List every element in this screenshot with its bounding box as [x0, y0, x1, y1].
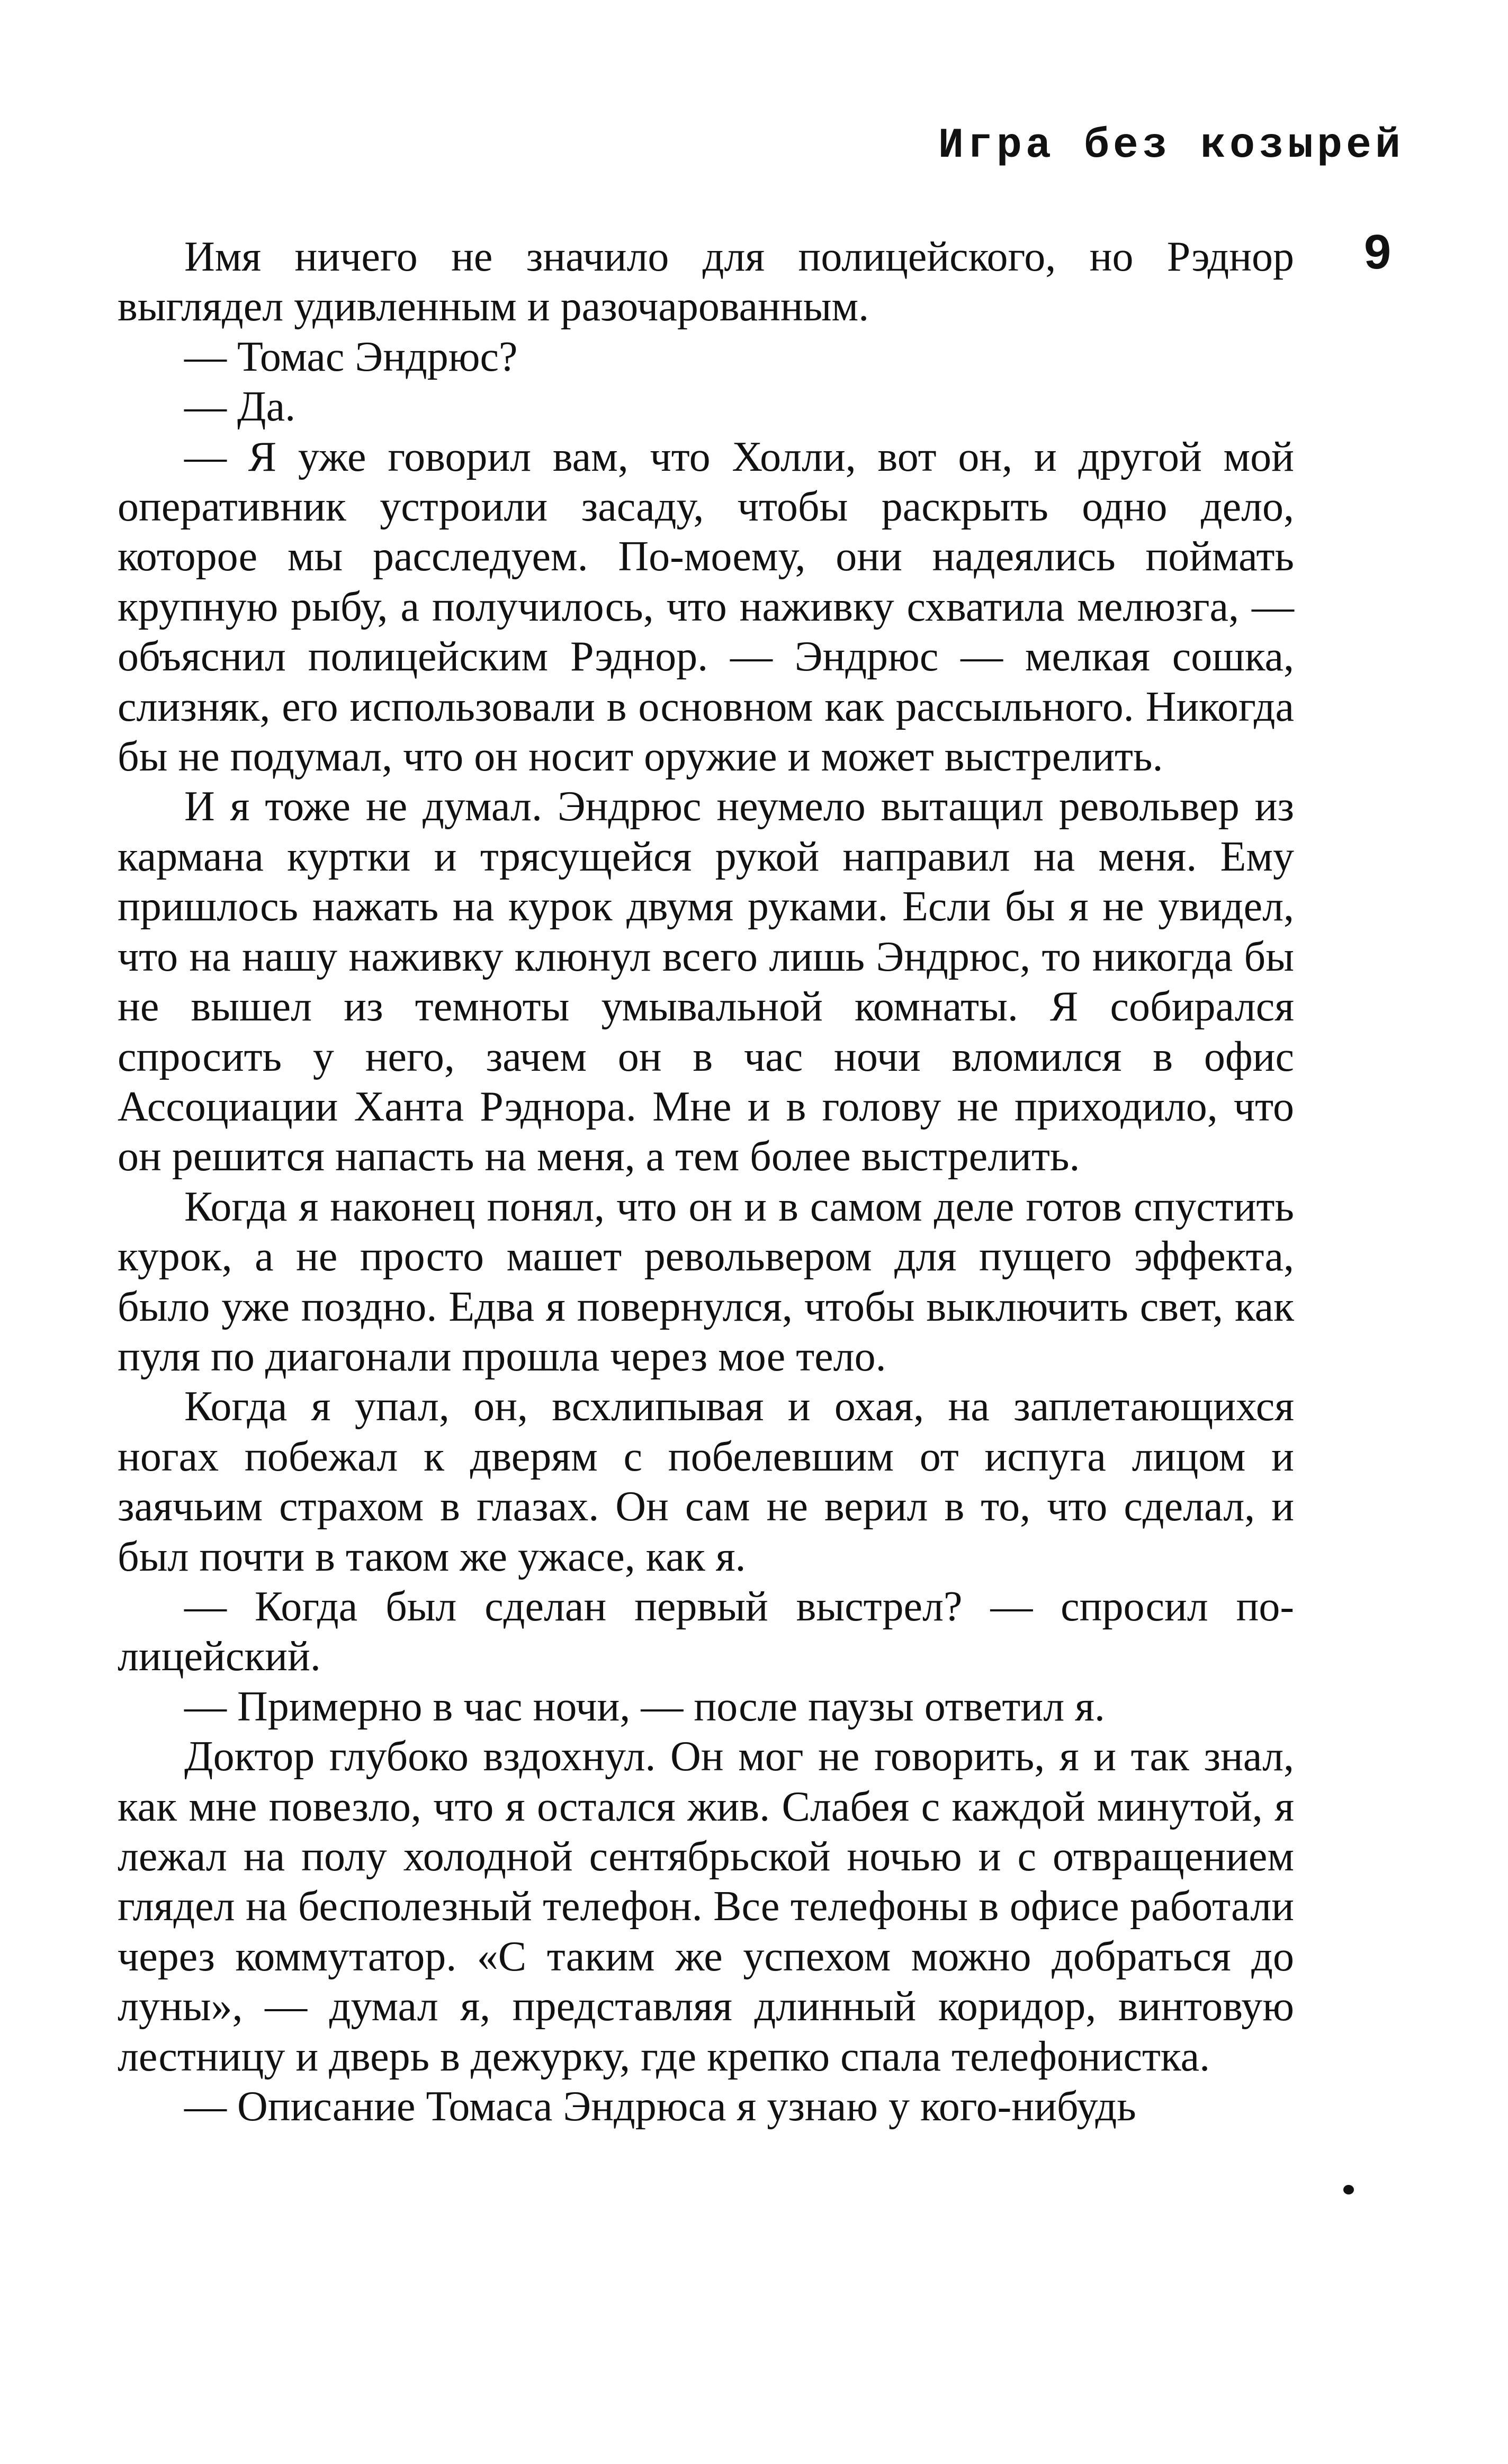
- body-text: [118, 232, 1294, 2131]
- running-head-title: Игра без козырей: [938, 122, 1404, 170]
- paragraph: — Когда был сделан первый выстрел? — спросил полицейский.: [118, 1583, 1294, 1680]
- paragraph: Доктор глубоко вздохнул. Он мог не говорить, я и так знал, как мне повезло, что я остался жив. Слабея с каждой минутой, я лежал на полу холодной сентябрьской ночью и с отвращением глядел на бесполезный телефон. Все телефоны в офисе работали через коммутатор. «С таким же успехом можно добраться до луны», — думал я, представляя длинный коридор, винтовую лестницу и дверь в дежурку, где крепко спала телефонистка.: [118, 1733, 1294, 2080]
- paragraph: — Томас Эндрюс?: [184, 333, 518, 380]
- paragraph: Когда я наконец понял, что он и в самом деле готов спустить курок, а не просто машет револьвером для пущего эффекта, было уже поздно. Едва я повернулся, чтобы выключить свет, как пуля по диагонали прошла через мое тело.: [118, 1183, 1294, 1380]
- paragraph: — Да.: [184, 383, 296, 431]
- paragraph: — Описание Томаса Эндрюса я узнаю у кого-нибудь: [184, 2083, 1136, 2130]
- page-number: 9: [1364, 225, 1392, 279]
- paragraph: — Я уже говорил вам, что Холли, вот он, и другой мой оперативник устроили засаду, чтобы раскрыть одно дело, которое мы расследуем. По-моему, они надеялись поймать крупную рыбу, а получилось, что наживку схватила мелюзга, — объяснил полицейским Рэднор. — Эндрюс — мелкая сошка, слизняк, его использовали в основном как рассыльного. Никогда бы не подумал, что он носит оружие и может выстрелить.: [118, 433, 1294, 781]
- paragraph: Имя ничего не значило для полицейского, но Рэднор выглядел удивленным и разочарованным.: [118, 234, 1294, 330]
- ink-speck: [1343, 2185, 1354, 2194]
- paragraph: Когда я упал, он, всхлипывая и охая, на заплетающихся ногах побежал к дверям с побелевшим от испуга лицом и заячьим страхом в глазах. Он сам не верил в то, что сделал, и был почти в таком же ужасе, как я.: [118, 1383, 1294, 1580]
- paragraph: И я тоже не думал. Эндрюс неумело вытащил револьвер из кармана куртки и трясущейся рукой направил на меня. Ему пришлось нажать на курок двумя руками. Если бы я не увидел, что на нашу наживку клюнул всего лишь Эндрюс, то никогда бы не вышел из темноты умывальной комнаты. Я собирался спросить у него, зачем он в час ночи вломился в офис Ассоциации Ханта Рэднора. Мне и в голову не приходило, что он решится напасть на меня, а тем более выстрелить.: [118, 783, 1294, 1180]
- paragraph: — Примерно в час ночи, — после паузы ответил я.: [184, 1683, 1105, 1730]
